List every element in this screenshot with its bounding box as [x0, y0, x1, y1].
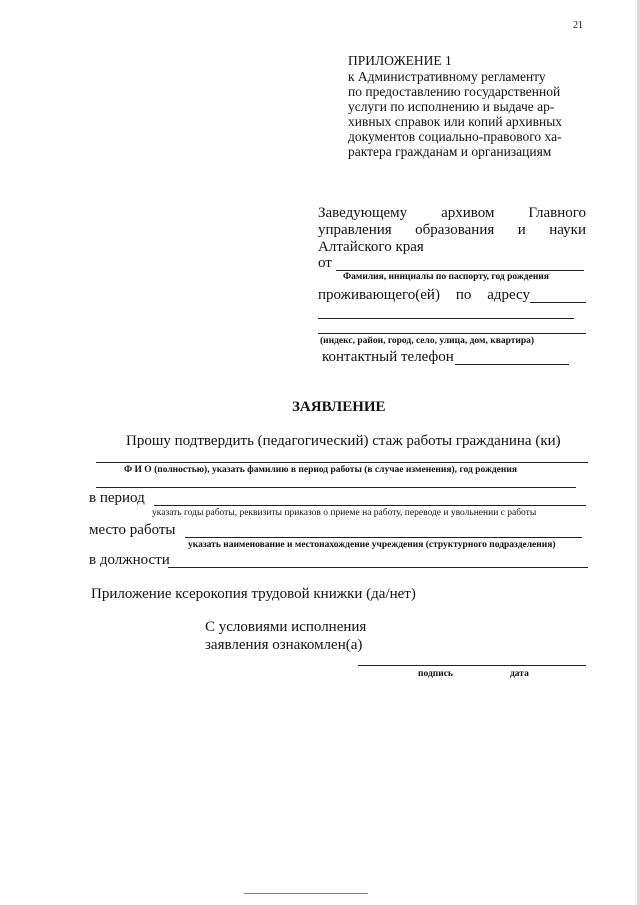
address-field-line[interactable] — [530, 302, 586, 303]
period-label: в период — [89, 490, 145, 506]
residence-word: проживающего(ей) — [318, 287, 440, 303]
from-label: от — [318, 255, 332, 271]
statement-title: ЗАЯВЛЕНИЕ — [292, 399, 386, 415]
workplace-label: место работы — [89, 522, 176, 538]
addressee-word: и — [517, 222, 526, 238]
addressee-line-2 — [318, 222, 586, 239]
period-hint: указать годы работы, реквизиты приказов о приеме на работу, переводе и увольнении с работы — [152, 508, 537, 518]
period-field-line[interactable] — [154, 505, 586, 506]
residence-label — [318, 287, 530, 304]
appendix-line: услуги по исполнению и выдаче ар- — [348, 99, 555, 114]
from-field-line[interactable] — [336, 270, 584, 271]
fio-hint: Ф И О (полностью), указать фамилию в период работы (в случае изменения), год рождения — [124, 465, 517, 475]
from-hint: Фамилия, инициалы по паспорту, год рождения — [343, 272, 549, 282]
date-label: дата — [510, 669, 529, 679]
signature-field-line[interactable] — [358, 665, 586, 666]
appendix-line: к Административному регламенту — [348, 69, 546, 84]
appendix-title: ПРИЛОЖЕНИЕ 1 — [348, 53, 452, 68]
position-field-line[interactable] — [168, 567, 588, 568]
addressee-line-3: Алтайского края — [318, 239, 424, 255]
phone-field-line[interactable] — [455, 364, 569, 365]
addressee-line-1 — [318, 205, 586, 222]
workplace-field-line[interactable] — [185, 537, 582, 538]
appendix-line: документов социально-правового ха- — [348, 129, 562, 144]
appendix-line: рактера гражданам и организациям — [348, 144, 552, 159]
addressee-word: Заведующему — [318, 205, 408, 221]
addressee-word: управления — [318, 222, 392, 238]
conditions-line-1: С условиями исполнения — [205, 619, 367, 635]
signature-label: подпись — [418, 669, 453, 679]
conditions-line-2: заявления ознакомлен(а) — [205, 637, 363, 653]
addressee-word: архивом — [441, 205, 495, 221]
fio-field-line[interactable] — [96, 462, 588, 463]
address-field-line[interactable] — [318, 333, 586, 334]
footer-line — [244, 893, 368, 894]
page-number: 21 — [573, 20, 583, 31]
residence-word: по — [455, 287, 472, 303]
request-text: Прошу подтвердить (педагогический) стаж работы гражданина (ки) — [126, 433, 561, 449]
attachment-text: Приложение ксерокопия трудовой книжки (да/нет) — [91, 586, 416, 602]
residence-word: адресу — [487, 287, 530, 303]
workplace-hint: указать наименование и местонахождение учреждения (структурного подразделения) — [188, 540, 556, 550]
scan-edge-inner — [635, 0, 636, 905]
position-label: в должности — [89, 552, 170, 568]
address-hint: (индекс, район, город, село, улица, дом, квартира) — [320, 336, 535, 346]
appendix-line: хивных справок или копий архивных — [348, 114, 563, 129]
address-field-line[interactable] — [318, 318, 574, 319]
addressee-word: науки — [549, 222, 586, 238]
fio-field-line[interactable] — [96, 487, 576, 488]
appendix-line: по предоставлению государственной — [348, 84, 561, 99]
phone-label: контактный телефон — [322, 349, 454, 365]
addressee-word: образования — [415, 222, 495, 238]
addressee-word: Главного — [528, 205, 586, 221]
